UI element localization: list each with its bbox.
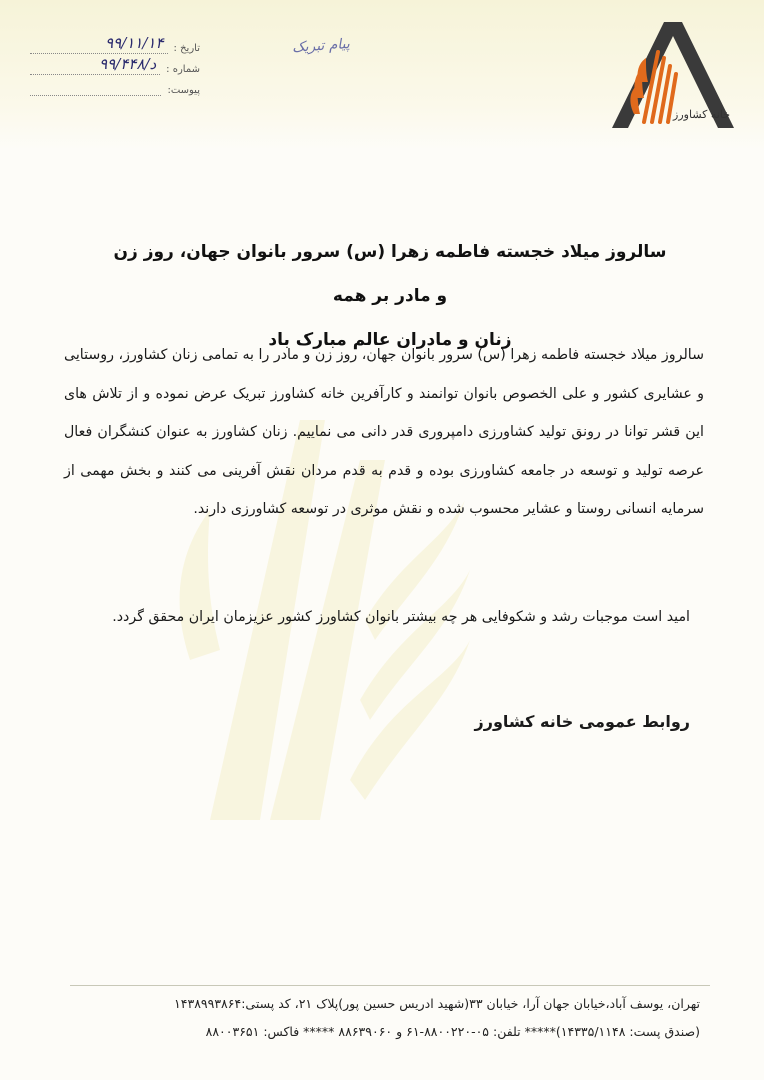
date-value: ۹۹/۱۱/۱۴	[30, 35, 168, 54]
signature: روابط عمومی خانه کشاورز	[474, 712, 690, 731]
attachment-label: پیوست:	[167, 85, 200, 96]
footer	[80, 990, 700, 1046]
title-line-2: زنان و مادران عالم مبارک باد	[268, 330, 512, 350]
handwritten-note: پیام تبریک	[291, 36, 351, 56]
title-line-1: سالروز میلاد خجسته فاطمه زهرا (س) سرور بانوان جهان، روز زن و مادر بر همه	[113, 242, 667, 306]
footer-address: تهران، یوسف آباد،خیابان جهان آرا، خیابان ۳۳(شهید ادریس حسین پور)پلاک ۲۱، کد پستی:۱۴۳۸۹۹۳۸۶۴	[174, 996, 700, 1011]
footer-contact: (صندق پست: ۱۴۳۳۵/۱۱۴۸)***** تلفن: ۰۵-۸۸۰۰۲۲۰-۶۱ و ۸۸۶۳۹۰۶۰ ***** فاکس: ۸۸۰۰۳۶۵۱	[205, 1024, 700, 1039]
date-label: تاریخ :	[173, 43, 200, 54]
attachment-row	[30, 78, 200, 96]
letter-closing: امید است موجبات رشد و شکوفایی هر چه بیشتر بانوان کشاورز کشور عزیزمان ایران محقق گردد.	[112, 609, 690, 625]
date-row	[30, 36, 200, 54]
number-row	[30, 57, 200, 75]
attachment-value	[30, 77, 161, 96]
org-name-logo-text: خانه کشاورز	[673, 108, 730, 121]
number-label: شماره :	[166, 64, 200, 75]
footer-divider	[70, 985, 710, 986]
letter-body: سالروز میلاد خجسته فاطمه زهرا (س) سرور بانوان جهان، روز زن و مادر را به تمامی زنان کشاورز، روستایی و عشایری کشور و علی الخصوص بانوان توانمند و کارآفرین خانه کشاورز تبریک عرض نموده و از تلاش های این قشر توانا در رونق تولید کشاورزی دامپروری قدر دانی می نماییم. زنان کشاورز به عنوان کنشگران فعال عرصه تولید و توسعه در جامعه کشاورزی بوده و قدم به قدم مردان نقش آفرینی می کنند و بخش مهمی از سرمایه انسانی روستا و عشایر محسوب شده و نقش موثری در توسعه کشاورزی دارند.	[64, 347, 704, 517]
number-value: د/۹۹/۴۴۸	[30, 56, 160, 75]
letter-meta-block	[30, 36, 200, 99]
